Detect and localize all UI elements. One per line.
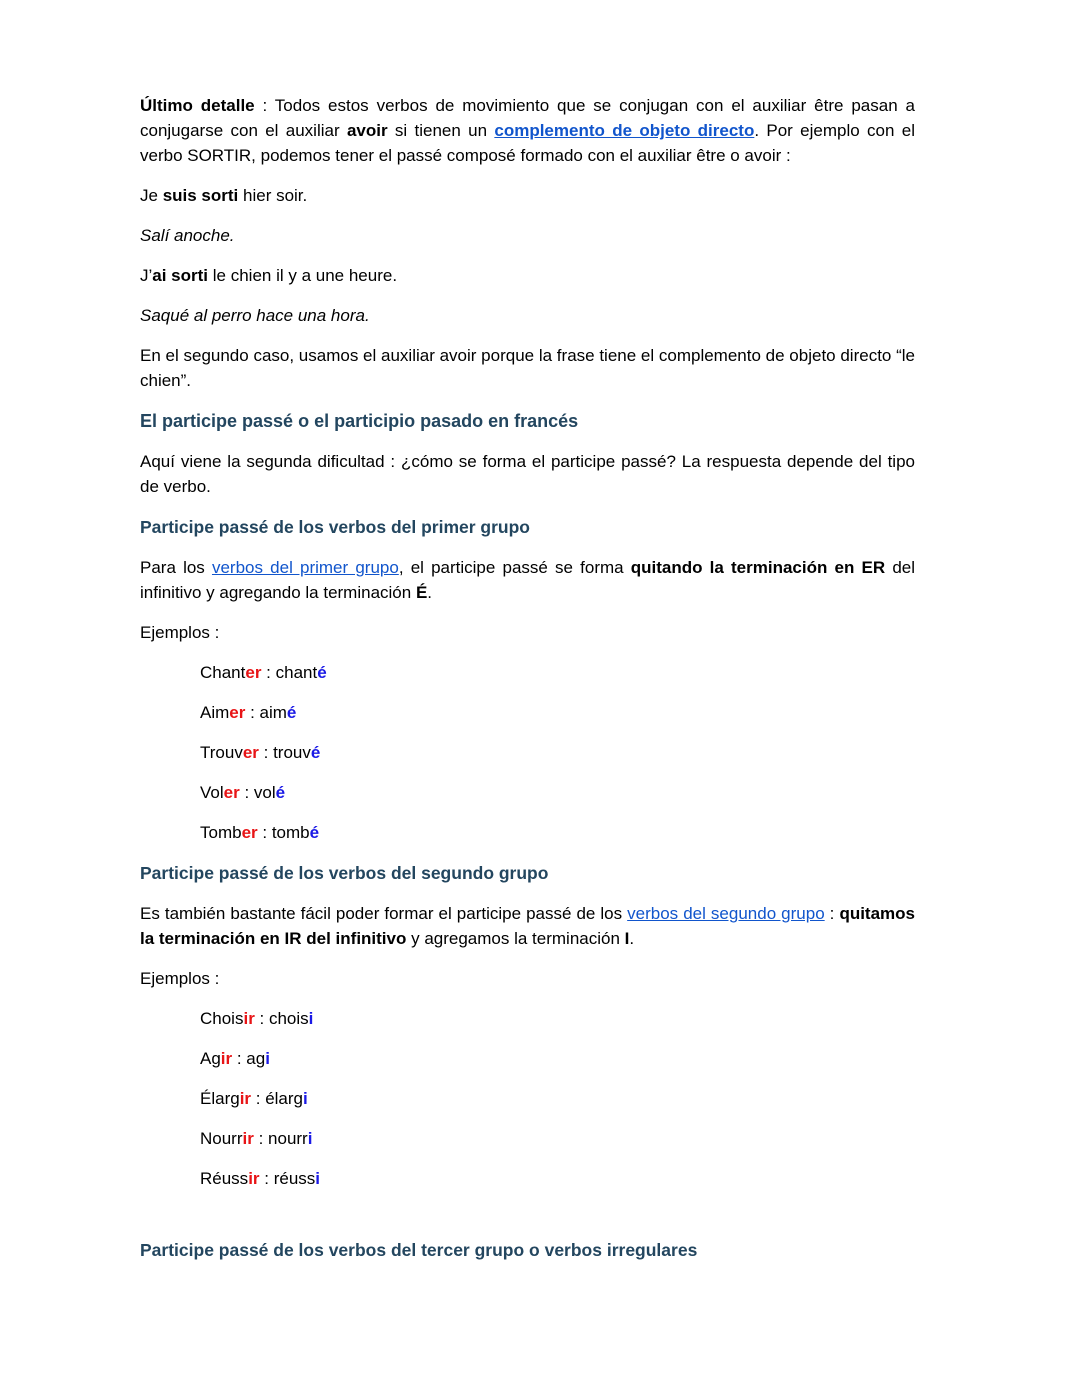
text-segment: suis sorti (162, 186, 239, 205)
text-segment: . Por ejemplo con el verbo SORTIR, podemos tener el passé composé formado con el auxiliar être o avoir : (140, 121, 915, 165)
heading-participe-passe: El participe passé o el participio pasado en francés (140, 411, 579, 431)
text-segment: é (317, 663, 327, 682)
text-segment: y agregamos la terminación (406, 929, 625, 948)
text-segment: i (315, 1169, 321, 1188)
examples-label-1 (140, 620, 915, 645)
example-line (200, 1166, 915, 1191)
text-segment: er (242, 743, 259, 762)
text-segment: Aquí viene la segunda dificultad : ¿cómo se forma el participe passé? La respuesta depende del tipo de verbo. (140, 452, 915, 496)
french-sentence-2 (140, 263, 915, 288)
text-segment: : tomb (257, 823, 310, 842)
text-segment: Es también bastante fácil poder formar el participe passé de los (140, 904, 628, 923)
text-link[interactable]: verbos del segundo grupo (627, 904, 825, 923)
text-segment: . (629, 929, 635, 948)
text-segment: é (275, 783, 286, 802)
explanation-paragraph (140, 343, 915, 393)
example-line (200, 740, 915, 765)
participe-intro-paragraph (140, 449, 915, 499)
example-line (200, 820, 915, 845)
text-segment: er (229, 703, 246, 722)
text-segment: er (241, 823, 258, 842)
intro-paragraph (140, 93, 915, 168)
heading-second-group: Participe passé de los verbos del segundo grupo (140, 863, 549, 883)
text-segment: ir (220, 1049, 233, 1068)
text-segment: er (223, 783, 240, 802)
text-segment: ir (243, 1009, 255, 1028)
text-link[interactable]: complemento de objeto directo (494, 121, 755, 140)
text-segment: : trouv (258, 743, 311, 762)
text-segment: Élarg (200, 1089, 240, 1108)
text-segment: Tomb (200, 823, 242, 842)
text-segment: Chant (200, 663, 246, 682)
text-segment: Réuss (200, 1169, 249, 1188)
text-segment: é (310, 743, 321, 762)
text-segment: Aim (200, 703, 230, 722)
text-segment: En el segundo caso, usamos el auxiliar avoir porque la frase tiene el complemento de objeto directo “le chien”. (140, 346, 915, 390)
text-segment: si tienen un (387, 121, 495, 140)
example-line (200, 660, 915, 685)
text-segment: i (265, 1049, 270, 1068)
text-segment: é (286, 703, 297, 722)
example-line (200, 1046, 915, 1071)
text-segment: quitamos la terminación en IR del infinitivo (140, 904, 915, 948)
text-link[interactable]: verbos del primer grupo (211, 558, 399, 577)
text-segment: Ejemplos : (140, 623, 220, 642)
text-segment: , el participe passé se forma (398, 558, 631, 577)
text-segment: : ag (232, 1049, 266, 1068)
examples-label-2 (140, 966, 915, 991)
text-segment: hier soir. (238, 186, 308, 205)
text-segment: Vol (200, 783, 224, 802)
text-segment: avoir (346, 121, 388, 140)
text-segment: Para los (140, 558, 212, 577)
text-segment: : nourr (253, 1129, 308, 1148)
examples-group-1 (140, 660, 915, 845)
text-segment: Ejemplos : (140, 969, 220, 988)
text-segment: : Todos estos verbos de movimiento que se conjugan con el auxiliar être pasan a conjugarse con el auxiliar (140, 96, 915, 140)
text-segment: del infinitivo y agregando la terminación (140, 558, 916, 602)
text-segment: ir (248, 1169, 260, 1188)
text-segment: I (624, 929, 630, 948)
text-segment: le chien il y a une heure. (208, 266, 398, 285)
heading-third-group: Participe passé de los verbos del tercer grupo o verbos irregulares (140, 1240, 698, 1260)
text-segment: Je (140, 186, 163, 205)
example-line (200, 1006, 915, 1031)
text-segment: É (415, 583, 428, 602)
text-segment: er (245, 663, 262, 682)
text-segment: i (307, 1129, 313, 1148)
example-line (200, 700, 915, 725)
text-segment: Trouv (200, 743, 243, 762)
second-group-rule-paragraph (140, 901, 915, 951)
text-segment: ir (239, 1089, 252, 1108)
text-segment: : vol (239, 783, 276, 802)
first-group-rule-paragraph (140, 555, 915, 605)
text-segment: Nourr (200, 1129, 243, 1148)
spanish-translation-2 (140, 303, 915, 328)
text-segment: : aim (245, 703, 287, 722)
heading-first-group: Participe passé de los verbos del primer grupo (140, 517, 530, 537)
example-line (200, 1086, 915, 1111)
text-segment: quitando la terminación en ER (630, 558, 886, 577)
text-segment: Ag (200, 1049, 221, 1068)
text-segment: é (309, 823, 320, 842)
examples-group-2 (140, 1006, 915, 1191)
text-segment: Salí anoche. (140, 226, 235, 245)
text-segment: i (308, 1009, 314, 1028)
text-segment: i (303, 1089, 308, 1108)
text-segment: : réuss (259, 1169, 316, 1188)
spanish-translation-1 (140, 223, 915, 248)
french-sentence-1 (140, 183, 915, 208)
text-segment: : (824, 904, 840, 923)
text-segment: ai sorti (152, 266, 209, 285)
text-segment: : chois (254, 1009, 309, 1028)
example-line (200, 1126, 915, 1151)
text-segment: Saqué al perro hace una hora. (140, 306, 370, 325)
text-segment: ir (242, 1129, 254, 1148)
text-segment: : élarg (251, 1089, 304, 1108)
text-segment: Último detalle (140, 96, 255, 115)
text-segment: Chois (200, 1009, 244, 1028)
text-segment: . (427, 583, 433, 602)
example-line (200, 780, 915, 805)
text-segment: : chant (261, 663, 318, 682)
text-segment: J’ (140, 266, 153, 285)
